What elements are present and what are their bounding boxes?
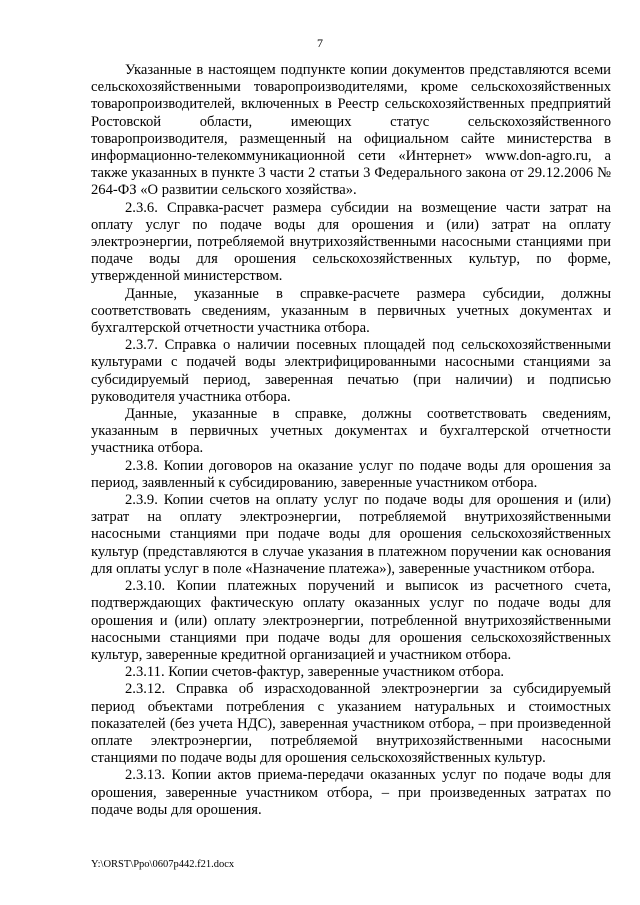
page-number: 7 (317, 36, 323, 50)
paragraph: 2.3.7. Справка о наличии посевных площадей под сельскохозяйственными культурами с подачей воды электрифицированными насосными станциями за субсидируемый период, заверенная печатью (при наличии) и подписью руководителя участника отбора. (91, 337, 611, 405)
paragraph: 2.3.11. Копии счетов-фактур, заверенные участником отбора. (125, 664, 505, 681)
paragraph: 2.3.8. Копии договоров на оказание услуг по подаче воды для орошения за период, заявленный к субсидированию, заверенные участником отбора. (91, 457, 611, 491)
paragraph: 2.3.10. Копии платежных поручений и выписок из расчетного счета, подтверждающих фактическую оплату оказанных услуг по подаче воды для орошения и (или) оплату электроэнергии, потребленной внутрихозяйственными насосными станциями при подаче воды для орошения сельскохозяйственных культур, заверенные кредитной организацией и участником отбора. (91, 578, 611, 663)
paragraph: Данные, указанные в справке, должны соответствовать сведениям, указанным в первичных учетных документах и бухгалтерской отчетности участника отбора. (91, 406, 611, 457)
footer-file-path: Y:\ORST\Ppo\0607p442.f21.docx (91, 859, 235, 870)
document-body (91, 62, 611, 819)
paragraph: 2.3.13. Копии актов приема-передачи оказанных услуг по подаче воды для орошения, заверенные участником отбора, – при произведенных затратах по подаче воды для орошения. (91, 767, 611, 818)
paragraph: 2.3.6. Справка-расчет размера субсидии на возмещение части затрат на оплату услуг по подаче воды для орошения и (или) затрат на оплату электроэнергии, потребляемой внутрихозяйственными насосными станциями при подаче воды для орошения сельскохозяйственных культур, по форме, утвержденной министерством. (91, 199, 611, 285)
paragraph: Данные, указанные в справке-расчете размера субсидии, должны соответствовать сведениям, указанным в первичных учетных документах и бухгалтерской отчетности участника отбора. (91, 285, 611, 337)
paragraph: 2.3.9. Копии счетов на оплату услуг по подаче воды для орошения и (или) затрат на оплату электроэнергии, потребляемой внутрихозяйственными насосными станциями при подаче воды для орошения сельскохозяйственных культур (представляются в случае указания в платежном поручении как основания для оплаты услуг в поле «Назначение платежа»), заверенные участником отбора. (91, 492, 611, 577)
paragraph: 2.3.12. Справка об израсходованной электроэнергии за субсидируемый период объектами потребления с указанием натуральных и стоимостных показателей (без учета НДС), заверенная участником отбора, – при произведенной оплате электроэнергии, потребляемой внутрихозяйственными насосными станциями по подаче воды для орошения сельскохозяйственных культур. (91, 681, 611, 767)
paragraph: Указанные в настоящем подпункте копии документов представляются всеми сельскохозяйственными товаропроизводителями, кроме сельскохозяйственных товаропроизводителей, включенных в Реестр сельскохозяйственных предприятий Ростовской области, имеющих статус сельскохозяйственного товаропроизводителя, размещенный на официальном сайте министерства в информационно-телекоммуникационной сети «Интернет» www.don-agro.ru, а также указанных в пункте 3 части 2 статьи 3 Федерального закона от 29.12.2006 № 264-ФЗ «О развитии сельского хозяйства». (91, 62, 611, 199)
